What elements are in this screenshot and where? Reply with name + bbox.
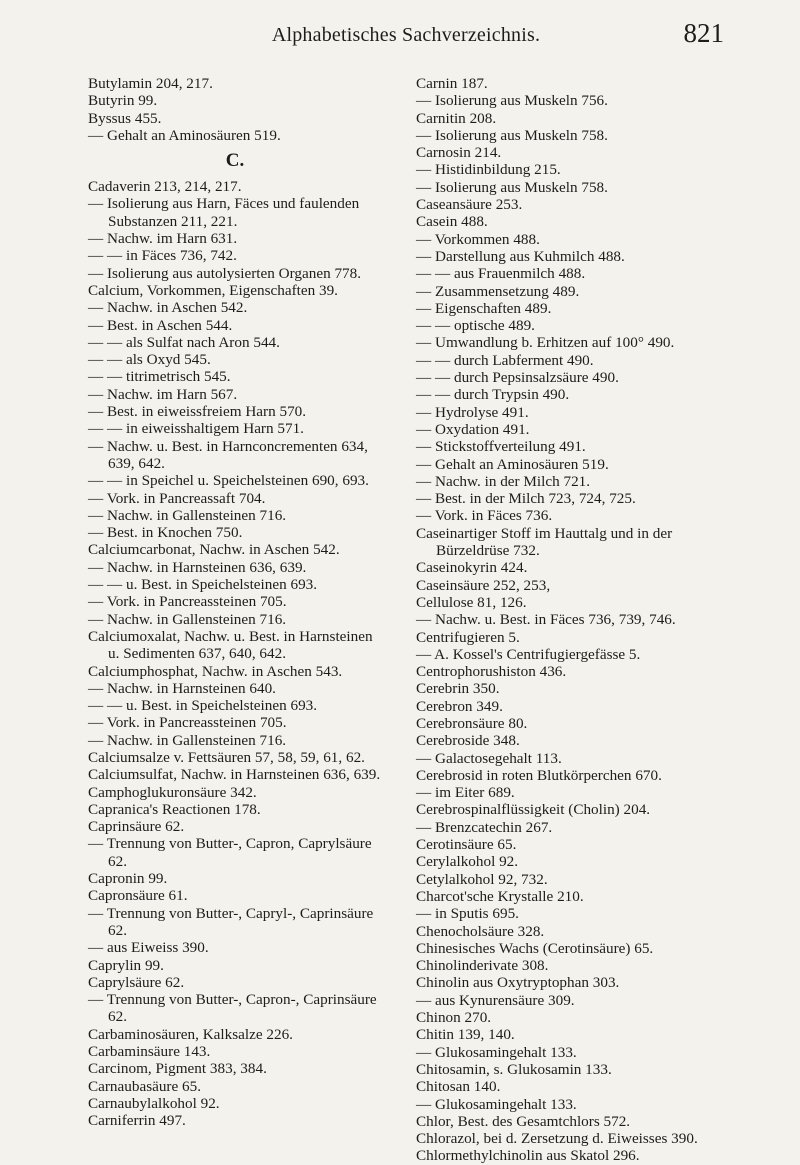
index-entry: Chlor, Best. des Gesamtchlors 572. [416,1112,631,1130]
running-title: Alphabetisches Sachverzeichnis. [271,24,541,46]
index-entry: — — u. Best. in Speichelsteinen 693. [88,697,318,715]
index-entry: Chitosamin, s. Glukosamin 133. [416,1060,612,1078]
index-entry: Chitin 139, 140. [416,1026,515,1044]
index-entry: — Trennung von Butter-, Capryl-, Caprinsäure 62. [88,904,374,939]
index-entry: — Stickstoffverteilung 491. [416,438,586,456]
index-entry: Carnin 187. [416,75,488,92]
index-entry: — Best. in Knochen 750. [88,524,243,542]
index-entry: — Vork. in Pancreassteinen 705. [88,593,287,611]
index-entry: — Glukosamingehalt 133. [416,1043,577,1061]
index-entry: — — durch Pepsinsalzsäure 490. [416,369,619,387]
index-entry: Chitosan 140. [416,1078,501,1096]
index-entry: — Eigenschaften 489. [416,299,552,317]
running-header [88,18,724,58]
index-entry: — Vork. in Fäces 736. [416,507,553,525]
index-entry: — Nachw. im Harn 631. [88,230,238,248]
index-entry: Calciumoxalat, Nachw. u. Best. in Harnsteinen u. Sedimenten 637, 640, 642. [88,627,373,663]
index-entry: — Gehalt an Aminosäuren 519. [416,455,609,473]
index-entry: Cetylalkohol 92, 732. [416,870,548,888]
index-entry: — Nachw. u. Best. in Fäces 736, 739, 746. [416,611,676,629]
index-entry: — Trennung von Butter-, Capron-, Caprinsäure 62. [88,991,377,1026]
index-entry: Byssus 455. [88,109,162,127]
index-entry: — Galactosegehalt 113. [416,749,562,767]
index-entry: — — als Oxyd 545. [88,351,211,369]
index-entry: Carnaubasäure 65. [88,1077,202,1095]
index-entry: — Isolierung aus autolysierten Organen 778. [88,264,362,282]
index-entry: — Isolierung aus Muskeln 758. [416,126,608,144]
index-entry: Capronin 99. [88,870,168,888]
index-entry: Centrifugieren 5. [416,628,520,646]
index-entry: — Best. in Aschen 544. [88,316,233,334]
index-entry: — — durch Labferment 490. [416,351,594,369]
index-entry: — Nachw. in Gallensteinen 716. [88,610,287,628]
index-entry: — aus Eiweiss 390. [88,939,209,957]
index-column-left [88,75,382,1130]
index-entry: Carniferrin 497. [88,1112,186,1130]
index-entry: — — als Sulfat nach Aron 544. [88,333,280,351]
index-entry: — Oxydation 491. [416,420,530,438]
index-entry: Cadaverin 213, 214, 217. [88,178,242,196]
index-entry: Caseinsäure 252, 253, [416,576,551,594]
index-entry: — Zusammensetzung 489. [416,282,580,300]
index-entry: Chlormethylchinolin aus Skatol 296. [416,1147,640,1165]
index-entry: — — titrimetrisch 545. [88,368,231,386]
index-entry: — Nachw. in Aschen 542. [88,299,248,317]
index-entry: — — in Fäces 736, 742. [88,247,237,265]
index-entry: — Nachw. in Harnsteinen 636, 639. [88,558,307,576]
index-entry: Camphoglukuronsäure 342. [88,783,257,801]
section-letter-heading: C. [225,150,245,172]
index-entry: — Darstellung aus Kuhmilch 488. [416,247,625,265]
index-entry: — Vorkommen 488. [416,230,540,248]
index-entry: — A. Kossel's Centrifugiergefässe 5. [416,645,641,663]
index-entry: Caseinartiger Stoff im Hauttalg und in der Bürzeldrüse 732. [416,524,673,560]
index-entry: Calciumcarbonat, Nachw. in Aschen 542. [88,541,340,559]
index-entry: Chinon 270. [416,1009,492,1027]
index-entry: Caprinsäure 62. [88,818,185,836]
index-entry: — — aus Frauenmilch 488. [416,265,586,283]
index-entry: Calcium, Vorkommen, Eigenschaften 39. [88,281,338,299]
index-entry: — Glukosamingehalt 133. [416,1095,577,1113]
index-entry: Carcinom, Pigment 383, 384. [88,1060,267,1078]
index-entry: Caprylsäure 62. [88,973,185,991]
index-entry: Caprylin 99. [88,956,164,974]
index-entry: — Umwandlung b. Erhitzen auf 100° 490. [416,334,675,352]
index-entry: Capronsäure 61. [88,887,188,905]
index-entry: Carbaminsäure 143. [88,1043,211,1061]
index-entry: Cerebroside 348. [416,732,520,750]
index-entry: Cerebrosid in roten Blutkörperchen 670. [416,766,662,784]
index-entry: — Vork. in Pancreassteinen 705. [88,714,287,732]
index-entry: Cerylalkohol 92. [416,853,519,871]
index-entry: — Hydrolyse 491. [416,403,529,421]
index-entry: — Gehalt an Aminosäuren 519. [88,126,281,144]
index-entry: — — optische 489. [416,317,535,335]
index-entry: — Vork. in Pancreassaft 704. [88,489,266,507]
index-entry: Cerotinsäure 65. [416,836,517,854]
index-entry: — Best. in eiweissfreiem Harn 570. [88,403,307,421]
index-entry: — Histidinbildung 215. [416,161,561,179]
index-entry: — Nachw. in Harnsteinen 640. [88,679,276,697]
index-entry: — Isolierung aus Harn, Fäces und faulenden Substanzen 211, 221. [88,195,360,230]
index-entry: — Isolierung aus Muskeln 756. [416,92,608,110]
index-entry: — Nachw. in der Milch 721. [416,472,591,490]
index-entry: Butyrin 99. [88,92,158,110]
index-entry: — — in eiweisshaltigem Harn 571. [88,420,304,438]
index-entry: Chinolin aus Oxytryptophan 303. [416,974,620,992]
index-entry: — Nachw. in Gallensteinen 716. [88,506,287,524]
index-entry: — im Eiter 689. [416,784,515,802]
index-column-right [416,75,734,1165]
index-entry: — in Sputis 695. [416,905,519,923]
index-entry: Capranica's Reactionen 178. [88,800,261,818]
index-entry: Chinolinderivate 308. [416,957,549,975]
index-entry: Calciumsalze v. Fettsäuren 57, 58, 59, 61, 62. [88,748,365,766]
index-entry: — — in Speichel u. Speichelsteinen 690, 693. [88,472,369,490]
index-entry: — Nachw. im Harn 567. [88,385,238,403]
index-entry: Cerebrin 350. [416,680,500,698]
index-entry: Carnosin 214. [416,144,502,162]
index-entry: Cerebron 349. [416,697,503,715]
index-entry: — Isolierung aus Muskeln 758. [416,178,608,196]
index-entry: Chlorazol, bei d. Zersetzung d. Eiweisses 390. [416,1130,698,1148]
index-entry: — Brenzcatechin 267. [416,818,553,836]
page-number: 821 [683,18,724,48]
index-entry: Caseinokyrin 424. [416,559,528,577]
index-entry: Calciumphosphat, Nachw. in Aschen 543. [88,662,343,680]
index-entry: Carnaubylalkohol 92. [88,1094,220,1112]
index-entry: Cellulose 81, 126. [416,593,527,611]
index-entry: Chinesisches Wachs (Cerotinsäure) 65. [416,939,654,957]
index-entry: Chenocholsäure 328. [416,922,545,940]
index-entry: — Best. in der Milch 723, 724, 725. [416,490,636,508]
index-entry: — — durch Trypsin 490. [416,386,570,404]
index-entry: — — u. Best. in Speichelsteinen 693. [88,576,318,594]
index-entry: Calciumsulfat, Nachw. in Harnsteinen 636, 639. [88,766,381,784]
index-entry: Butylamin 204, 217. [88,75,213,92]
index-entry: Carnitin 208. [416,109,497,127]
index-entry: — Trennung von Butter-, Capron, Caprylsäure 62. [88,835,372,870]
index-entry: Cerebrospinalflüssigkeit (Cholin) 204. [416,801,651,819]
index-entry: Charcot'sche Krystalle 210. [416,887,584,905]
index-entry: Caseansäure 253. [416,196,523,214]
index-entry: Centrophorushiston 436. [416,663,567,681]
index-entry: Cerebronsäure 80. [416,714,528,732]
index-entry: — Nachw. u. Best. in Harnconcrementen 634, 639, 642. [88,437,368,472]
index-entry: Carbaminosäuren, Kalksalze 226. [88,1025,293,1043]
index-entry: — aus Kynurensäure 309. [416,991,575,1009]
index-entry: Casein 488. [416,213,488,231]
index-entry: — Nachw. in Gallensteinen 716. [88,731,287,749]
